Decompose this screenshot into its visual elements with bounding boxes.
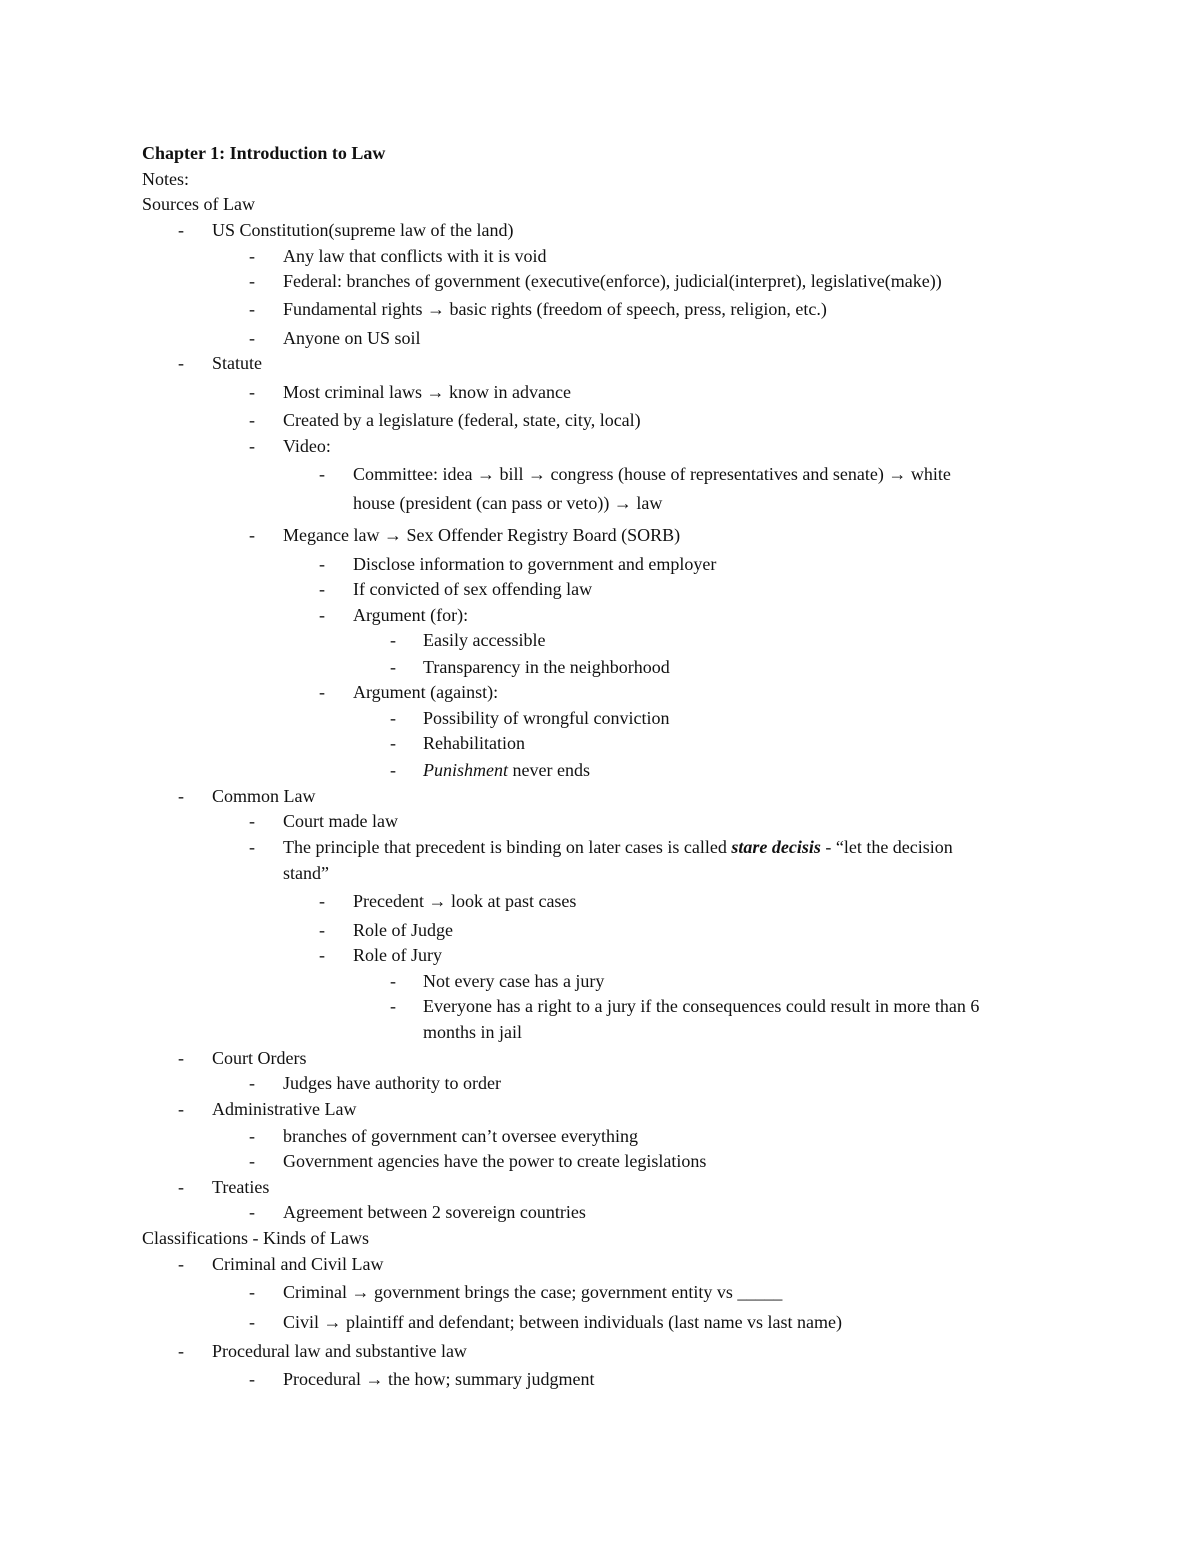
list-item: Created by a legislature (federal, state, city, local) <box>283 410 641 430</box>
bullet-dash: - <box>319 920 325 940</box>
list-item: Anyone on US soil <box>283 328 421 348</box>
list-item: Disclose information to government and employer <box>353 554 717 574</box>
bullet-dash: - <box>178 1341 184 1361</box>
bullet-dash: - <box>249 410 255 430</box>
bullet-dash: - <box>249 1126 255 1146</box>
list-item-continuation: stand” <box>283 863 329 883</box>
bullet-dash: - <box>249 246 255 266</box>
bullet-dash: - <box>390 630 396 650</box>
list-item: Argument (for): <box>353 605 469 625</box>
list-item: Civil → plaintiff and defendant; between individuals (last name vs last name) <box>283 1312 843 1332</box>
emphasis-punishment: Punishment <box>423 760 508 780</box>
list-item: Judges have authority to order <box>283 1073 501 1093</box>
common-law-label: Common Law <box>212 786 316 806</box>
procedural-label: Procedural law and substantive law <box>212 1341 467 1361</box>
chapter-title: Chapter 1: Introduction to Law <box>142 143 386 163</box>
list-item: Fundamental rights → basic rights (freedom of speech, press, religion, etc.) <box>283 299 827 319</box>
list-item: Committee: idea → bill → congress (house of representatives and senate) → white <box>353 464 951 484</box>
treaties-label: Treaties <box>212 1177 270 1197</box>
list-item: Argument (against): <box>353 682 499 702</box>
list-item: Video: <box>283 436 331 456</box>
list-item: Possibility of wrongful conviction <box>423 708 670 728</box>
list-item: Easily accessible <box>423 630 546 650</box>
bullet-dash: - <box>178 220 184 240</box>
court-orders-label: Court Orders <box>212 1048 307 1068</box>
bullet-dash: - <box>390 760 396 780</box>
list-item: Most criminal laws → know in advance <box>283 382 571 402</box>
list-item: branches of government can’t oversee everything <box>283 1126 639 1146</box>
bullet-dash: - <box>319 682 325 702</box>
bullet-dash: - <box>249 837 255 857</box>
bullet-dash: - <box>319 579 325 599</box>
criminal-civil-label: Criminal and Civil Law <box>212 1254 384 1274</box>
bullet-dash: - <box>249 328 255 348</box>
principle-pre: The principle that precedent is binding on later cases is called <box>283 837 732 857</box>
classifications-heading: Classifications - Kinds of Laws <box>142 1228 369 1248</box>
bullet-dash: - <box>319 891 325 911</box>
admin-law-label: Administrative Law <box>212 1099 357 1119</box>
list-item: Everyone has a right to a jury if the consequences could result in more than 6 <box>423 996 980 1016</box>
bullet-dash: - <box>390 971 396 991</box>
bullet-dash: - <box>178 353 184 373</box>
bullet-dash: - <box>249 1073 255 1093</box>
notes-label: Notes: <box>142 169 189 189</box>
bullet-dash: - <box>249 436 255 456</box>
bullet-dash: - <box>249 1312 255 1332</box>
bullet-dash: - <box>249 811 255 831</box>
list-item: Agreement between 2 sovereign countries <box>283 1202 586 1222</box>
list-item <box>423 759 590 781</box>
bullet-dash: - <box>319 605 325 625</box>
list-item: Not every case has a jury <box>423 971 605 991</box>
bullet-dash: - <box>249 271 255 291</box>
list-item: Precedent → look at past cases <box>353 891 577 911</box>
list-item-continuation: house (president (can pass or veto)) → law <box>353 493 663 513</box>
bullet-dash: - <box>178 1099 184 1119</box>
bullet-dash: - <box>178 1048 184 1068</box>
list-item: Rehabilitation <box>423 733 525 753</box>
bullet-dash: - <box>178 1254 184 1274</box>
list-item: Any law that conflicts with it is void <box>283 246 547 266</box>
bullet-dash: - <box>249 299 255 319</box>
bullet-dash: - <box>249 525 255 545</box>
list-item: Procedural → the how; summary judgment <box>283 1369 595 1389</box>
bullet-dash: - <box>249 1202 255 1222</box>
punishment-rest: never ends <box>508 760 590 780</box>
bullet-dash: - <box>249 1369 255 1389</box>
bullet-dash: - <box>319 554 325 574</box>
list-item <box>283 836 953 858</box>
list-item: Megance law → Sex Offender Registry Board (SORB) <box>283 525 681 545</box>
sources-heading: Sources of Law <box>142 194 255 214</box>
principle-post: - “let the decision <box>820 837 953 857</box>
statute-label: Statute <box>212 353 262 373</box>
list-item: Role of Judge <box>353 920 453 940</box>
bullet-dash: - <box>249 1282 255 1302</box>
constitution-label: US Constitution(supreme law of the land) <box>212 220 514 240</box>
list-item: Transparency in the neighborhood <box>423 657 670 677</box>
bullet-dash: - <box>390 996 396 1016</box>
list-item: If convicted of sex offending law <box>353 579 593 599</box>
bullet-dash: - <box>249 1151 255 1171</box>
bullet-dash: - <box>390 657 396 677</box>
list-item: Court made law <box>283 811 398 831</box>
bullet-dash: - <box>178 786 184 806</box>
emphasis-stare-decisis: stare decisis <box>731 837 821 857</box>
list-item: Role of Jury <box>353 945 442 965</box>
list-item-continuation: months in jail <box>423 1022 522 1042</box>
bullet-dash: - <box>249 382 255 402</box>
list-item: Federal: branches of government (executive(enforce), judicial(interpret), legislative(make)) <box>283 271 942 291</box>
list-item: Government agencies have the power to create legislations <box>283 1151 707 1171</box>
bullet-dash: - <box>319 945 325 965</box>
bullet-dash: - <box>319 464 325 484</box>
bullet-dash: - <box>390 733 396 753</box>
bullet-dash: - <box>390 708 396 728</box>
list-item: Criminal → government brings the case; government entity vs _____ <box>283 1282 783 1302</box>
bullet-dash: - <box>178 1177 184 1197</box>
